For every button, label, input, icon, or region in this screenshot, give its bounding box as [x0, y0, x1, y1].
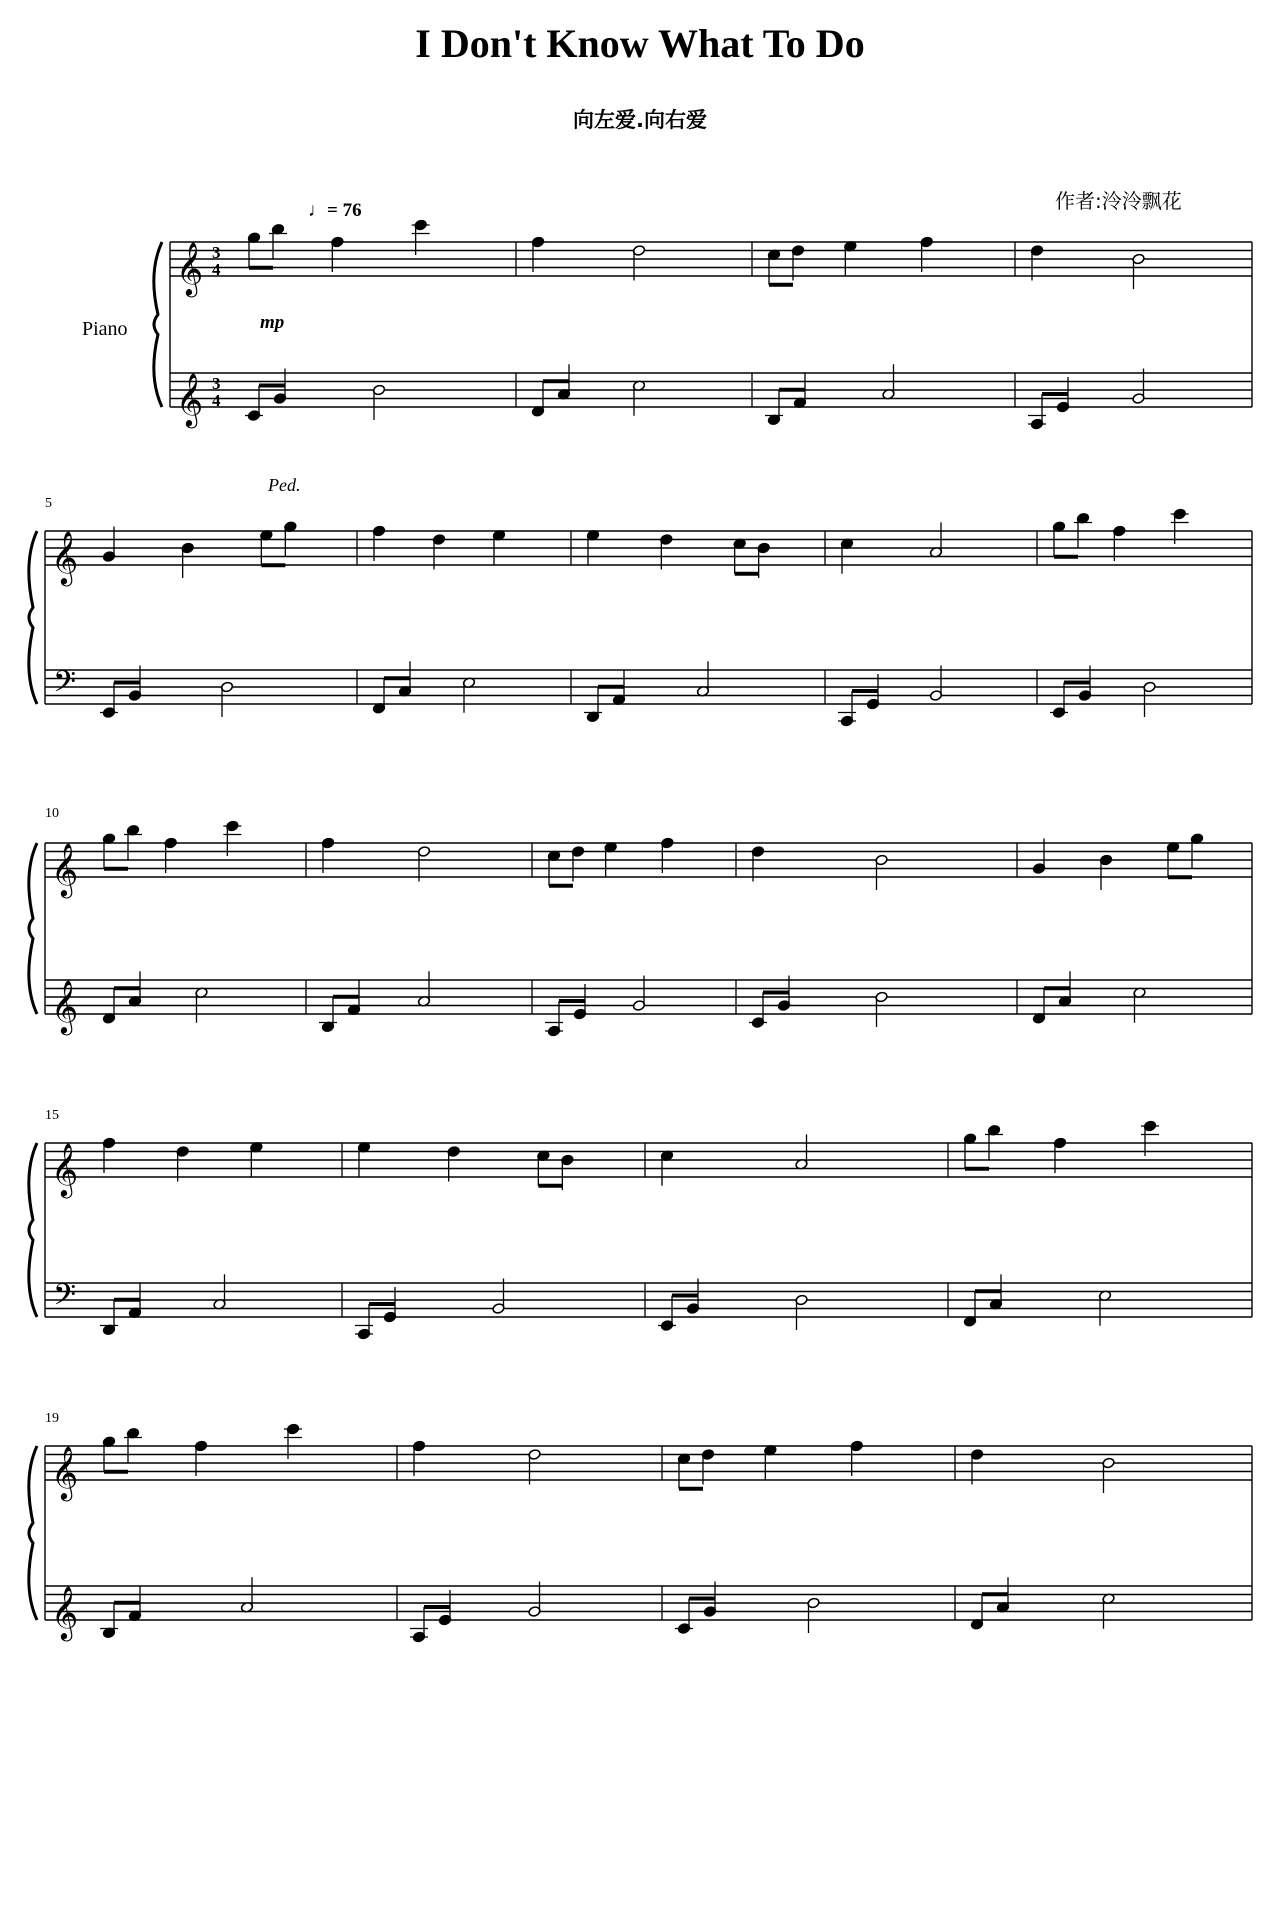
treble-clef-icon: 𝄞	[51, 979, 79, 1033]
treble-clef-icon: 𝄞	[51, 1585, 79, 1639]
brace-icon	[29, 1143, 37, 1317]
brace-icon	[154, 242, 162, 407]
instrument-label: Piano	[82, 318, 128, 340]
time-signature-top: 3	[212, 243, 221, 262]
dynamic-marking: mp	[260, 312, 285, 333]
measure-number: 10	[45, 806, 59, 821]
tempo-value: = 76	[327, 200, 362, 221]
song-subtitle: 向左爱.向右爱	[573, 108, 707, 132]
treble-clef-icon: 𝄞	[176, 372, 204, 426]
bass-clef-icon: 𝄢	[53, 665, 77, 707]
pedal-marking: Ped.	[268, 475, 301, 495]
time-signature-bottom: 4	[212, 260, 221, 279]
brace-icon	[29, 531, 37, 704]
time-signature-bottom: 4	[212, 391, 221, 410]
composer-credit: 作者:泠泠飘花	[1055, 189, 1182, 213]
brace-icon	[29, 843, 37, 1014]
treble-clef-icon: 𝄞	[176, 241, 204, 295]
treble-clef-icon: 𝄞	[51, 1142, 79, 1196]
treble-clef-icon: 𝄞	[51, 1445, 79, 1499]
measure-number: 15	[45, 1108, 59, 1123]
measure-number: 5	[45, 496, 52, 511]
measure-number: 19	[45, 1411, 59, 1426]
quarter-note-icon: ♩	[308, 200, 327, 221]
time-signature-top: 3	[212, 374, 221, 393]
song-title: I Don't Know What To Do	[415, 21, 865, 66]
treble-clef-icon: 𝄞	[51, 530, 79, 584]
treble-clef-icon: 𝄞	[51, 842, 79, 896]
brace-icon	[29, 1446, 37, 1620]
bass-clef-icon: 𝄢	[53, 1278, 77, 1320]
